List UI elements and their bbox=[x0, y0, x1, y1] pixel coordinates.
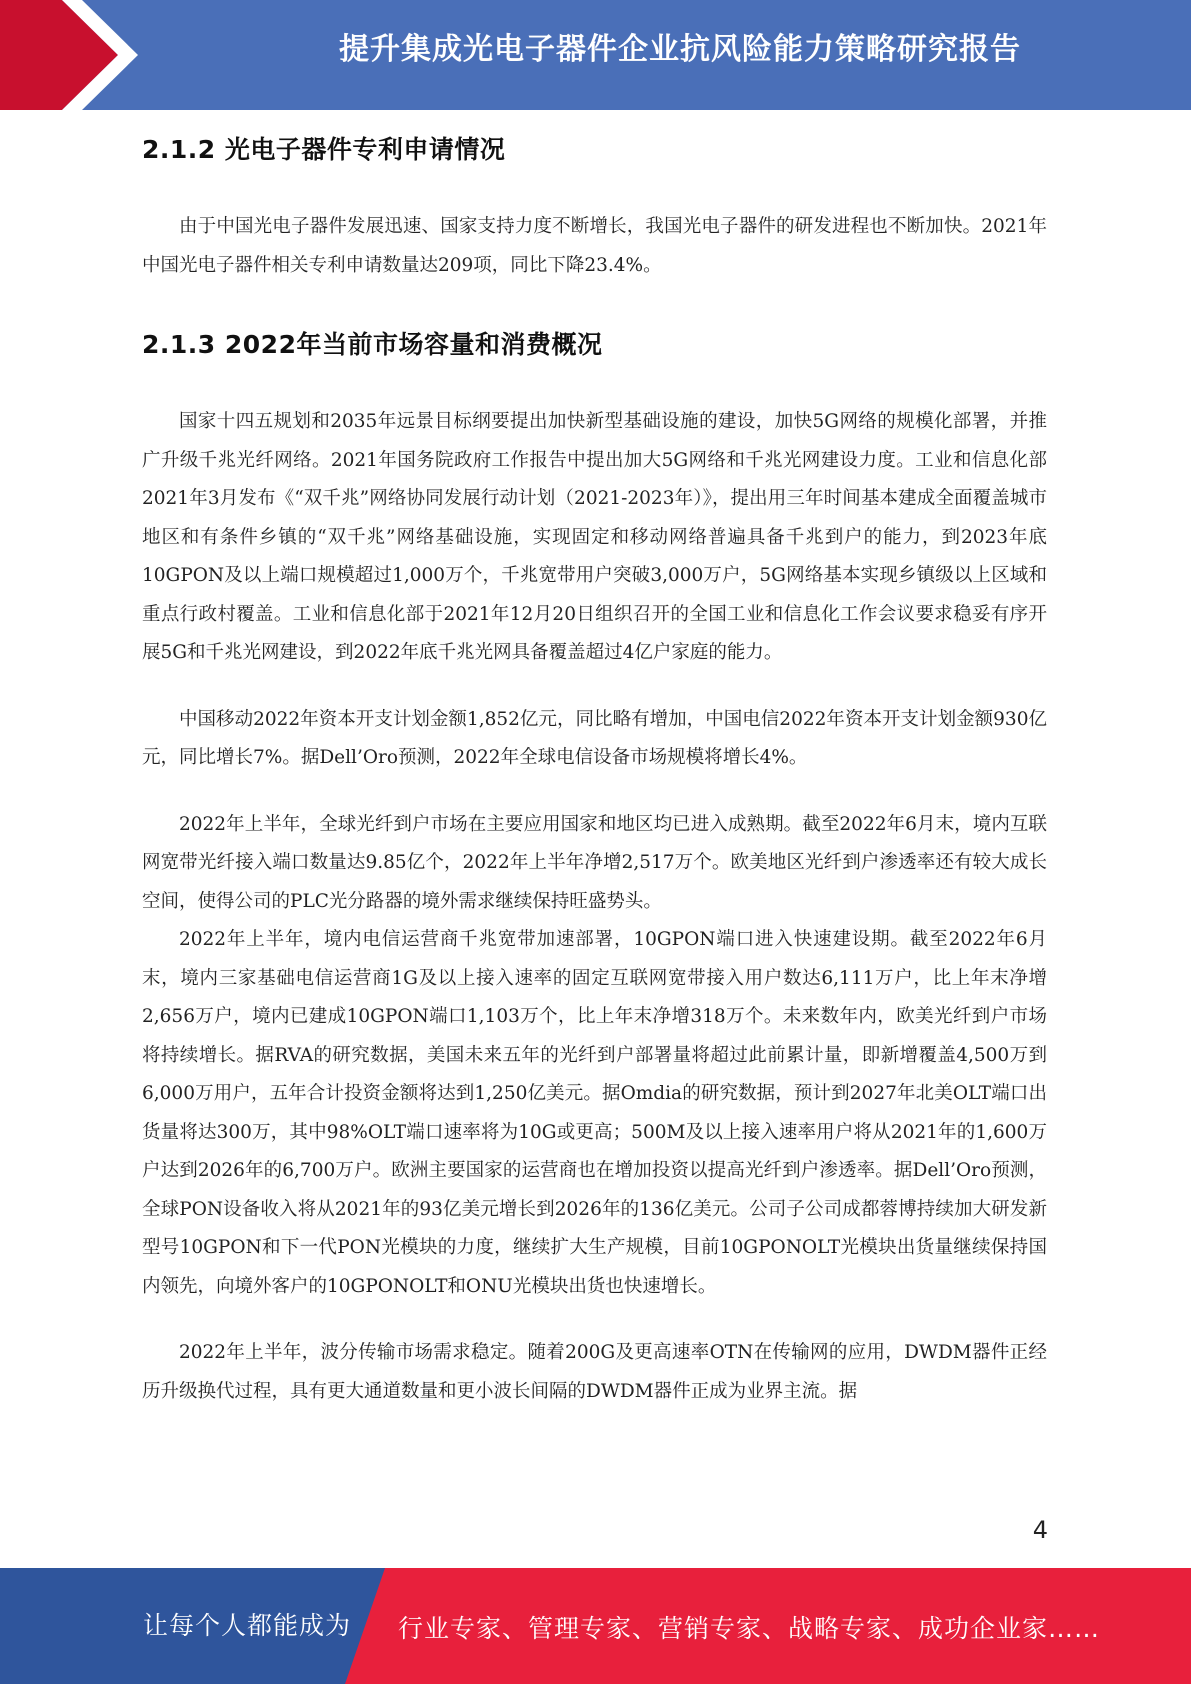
footer-slogan-left: 让每个人都能成为 bbox=[143, 1611, 352, 1640]
footer-slogan-right: 行业专家、管理专家、营销专家、战略专家、成功企业家…… bbox=[398, 1614, 1101, 1643]
report-title: 提升集成光电子器件企业抗风险能力策略研究报告 bbox=[339, 32, 1021, 67]
document-body bbox=[142, 120, 1047, 1411]
page-number: 4 bbox=[1032, 1516, 1048, 1544]
paragraph-capex: 中国移动2022年资本开支计划金额1,852亿元，同比略有增加，中国电信2022年资本开支计划金额930亿元，同比增长7%。据Dell’Oro预测，2022年全球电信设备市场规模将增长4%。 bbox=[142, 708, 1047, 768]
section-heading-2-1-2: 2.1.2 光电子器件专利申请情况 bbox=[142, 135, 506, 164]
page-header bbox=[0, 0, 1191, 110]
paragraph-gigabit: 2022年上半年，境内电信运营商千兆宽带加速部署，10GPON端口进入快速建设期。截至2022年6月末，境内三家基础电信运营商1G及以上接入速率的固定互联网宽带接入用户数达6,111万户，比上年末净增2,656万户，境内已建成10GPON端口1,103万个，比上年末净增318万个。未来数年内，欧美光纤到户市场将持续增长。据RVA的研究数据，美国未来五年的光纤到户部署量将超过此前累计量，即新增覆盖4,500万到6,000万用户，五年合计投资金额将达到1,250亿美元。据Omdia的研究数据，预计到2027年北美OLT端口出货量将达300万，其中98%OLT端口速率将为10G或更高；500M及以上接入速率用户将从2021年的1,600万户达到2026年的6,700万户。欧洲主要国家的运营商也在增加投资以提高光纤到户渗透率。据Dell’Oro预测，全球PON设备收入将从2021年的93亿美元增长到2026年的136亿美元。公司子公司成都蓉博持续加大研发新型号10GPON和下一代PON光模块的力度，继续扩大生产规模，目前10GPONOLT光模块出货量继续保持国内领先，向境外客户的10GPONOLT和ONU光模块出货也快速增长。 bbox=[142, 929, 1047, 1297]
paragraph-patents: 由于中国光电子器件发展迅速、国家支持力度不断增长，我国光电子器件的研发进程也不断加快。2021年中国光电子器件相关专利申请数量达209项，同比下降23.4%。 bbox=[142, 216, 1047, 276]
paragraph-ftth: 2022年上半年，全球光纤到户市场在主要应用国家和地区均已进入成熟期。截至2022年6月末，境内互联网宽带光纤接入端口数量达9.85亿个，2022年上半年净增2,517万个。欧美地区光纤到户渗透率还有较大成长空间，使得公司的PLC光分路器的境外需求继续保持旺盛势头。 bbox=[142, 813, 1047, 912]
paragraph-policy: 国家十四五规划和2035年远景目标纲要提出加快新型基础设施的建设，加快5G网络的规模化部署，并推广升级千兆光纤网络。2021年国务院政府工作报告中提出加大5G网络和千兆光网建设力度。工业和信息化部2021年3月发布《“双千兆”网络协同发展行动计划（2021-2023年）》，提出用三年时间基本建成全面覆盖城市地区和有条件乡镇的“双千兆”网络基础设施，实现固定和移动网络普遍具备千兆到户的能力，到2023年底10GPON及以上端口规模超过1,000万个，千兆宽带用户突破3,000万户，5G网络基本实现乡镇级以上区域和重点行政村覆盖。工业和信息化部于2021年12月20日组织召开的全国工业和信息化工作会议要求稳妥有序开展5G和千兆光网建设，到2022年底千兆光网具备覆盖超过4亿户家庭的能力。 bbox=[142, 411, 1047, 663]
header-chevron-decoration bbox=[0, 0, 150, 110]
section-heading-2-1-3: 2.1.3 2022年当前市场容量和消费概况 bbox=[142, 330, 603, 359]
page-footer bbox=[0, 1568, 1191, 1684]
paragraph-wdm: 2022年上半年，波分传输市场需求稳定。随着200G及更高速率OTN在传输网的应用，DWDM器件正经历升级换代过程，具有更大通道数量和更小波长间隔的DWDM器件正成为业界主流。据 bbox=[142, 1342, 1047, 1402]
